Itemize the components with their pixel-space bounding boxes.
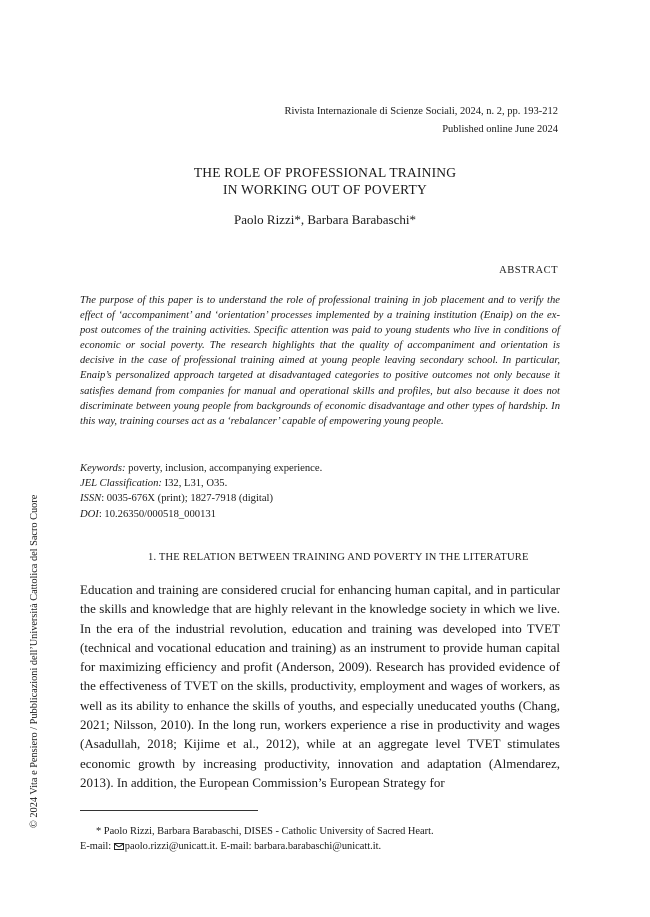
- keywords-label: Keywords:: [80, 463, 126, 474]
- doi-line: [80, 507, 322, 522]
- doi-value: : 10.26350/000518_000131: [98, 508, 216, 520]
- keywords-line: [80, 461, 322, 476]
- keywords-value: poverty, inclusion, accompanying experience.: [128, 463, 323, 474]
- jel-label: JEL Classification:: [80, 478, 162, 490]
- body-paragraph: Education and training are considered crucial for enhancing human capital, and in particular the skills and knowledge that are highly relevant in the knowledge society in which we live. In the era of the industrial revolution, education and training was developed into TVET (technical and vocational education and training) as an instrument to provide human capital for maximizing efficiency and profit (Anderson, 2009). Research has provided evidence of the effectiveness of TVET on the skills, productivity, employment and wages of workers, as well as its ability to enhance the skills of youths, and especially uneducated youths (Chang, 2021; Nilsson, 2010). In the long run, workers experience a rise in productivity and wages (Asadullah, 2018; Kijime et al., 2012), while at an aggregate level TVET stimulates economic growth by increasing productivity, innovation and adaptation (Almendarez, 2013). In addition, the European Commission’s European Strategy for: [80, 582, 560, 790]
- paper-title-line-1: THE ROLE OF PROFESSIONAL TRAINING: [193, 165, 457, 180]
- abstract-text: The purpose of this paper is to understand the role of professional training in job placement and to verify the effect of ‘accompaniment’ and ‘orientation’ processes implemented by a training institution (Enaip) on the ex-post outcomes of the training activities. Specific attention was paid to young students who live in conditions of economic or social poverty. The research highlights that the quality of accompaniment and orientation is decisive in the case of professional training aimed at young people leaving secondary school. In particular, Enaip’s personalized approach targeted at disadvantaged categories to positive outcomes not only because it satisfies demand from companies for manual and operational skills and profiles, but also because it does not discriminate between young people from backgrounds of economic disadvantage and other types of hardship. In this way, training courses act as a ‘rebalancer’ capable of empowering young people.: [80, 295, 560, 427]
- footnote-divider: [80, 810, 258, 811]
- jel-value: I32, L31, O35.: [164, 478, 228, 490]
- jel-line: [80, 476, 322, 491]
- footnote: [80, 824, 434, 854]
- email-link-barabaschi[interactable]: barbara.barabaschi@unicatt.it.: [254, 841, 382, 852]
- article-metadata: [80, 461, 322, 522]
- doi-label: DOI: [80, 508, 99, 520]
- section-heading: 1. THE RELATION BETWEEN TRAINING AND POVERTY IN THE LITERATURE: [148, 552, 529, 563]
- issn-value: : 0035-676X (print); 1827-7918 (digital): [101, 493, 274, 505]
- issn-line: [80, 491, 322, 506]
- authors: Paolo Rizzi*, Barbara Barabaschi*: [234, 212, 416, 227]
- email-prefix: E-mail:: [80, 841, 114, 852]
- footnote-emails: [80, 839, 434, 854]
- body-text: [80, 580, 560, 792]
- envelope-icon: [114, 843, 124, 850]
- email-link-rizzi[interactable]: paolo.rizzi@unicatt.it.: [124, 841, 218, 852]
- email-mid-label: E-mail:: [217, 841, 255, 852]
- abstract: [80, 293, 560, 429]
- issn-label: ISSN: [80, 493, 102, 505]
- publication-date: Published online June 2024: [442, 124, 558, 135]
- abstract-heading: ABSTRACT: [499, 265, 558, 276]
- copyright-side-note: © 2024 Vita e Pensiero / Pubblicazioni dell’Università Cattolica del Sacro Cuore: [29, 494, 40, 828]
- paper-title-line-2: IN WORKING OUT OF POVERTY: [223, 182, 427, 197]
- footnote-affiliation: * Paolo Rizzi, Barbara Barabaschi, DISES - Catholic University of Sacred Heart.: [96, 826, 434, 837]
- journal-citation: Rivista Internazionale di Scienze Sociali, 2024, n. 2, pp. 193-212: [284, 106, 558, 117]
